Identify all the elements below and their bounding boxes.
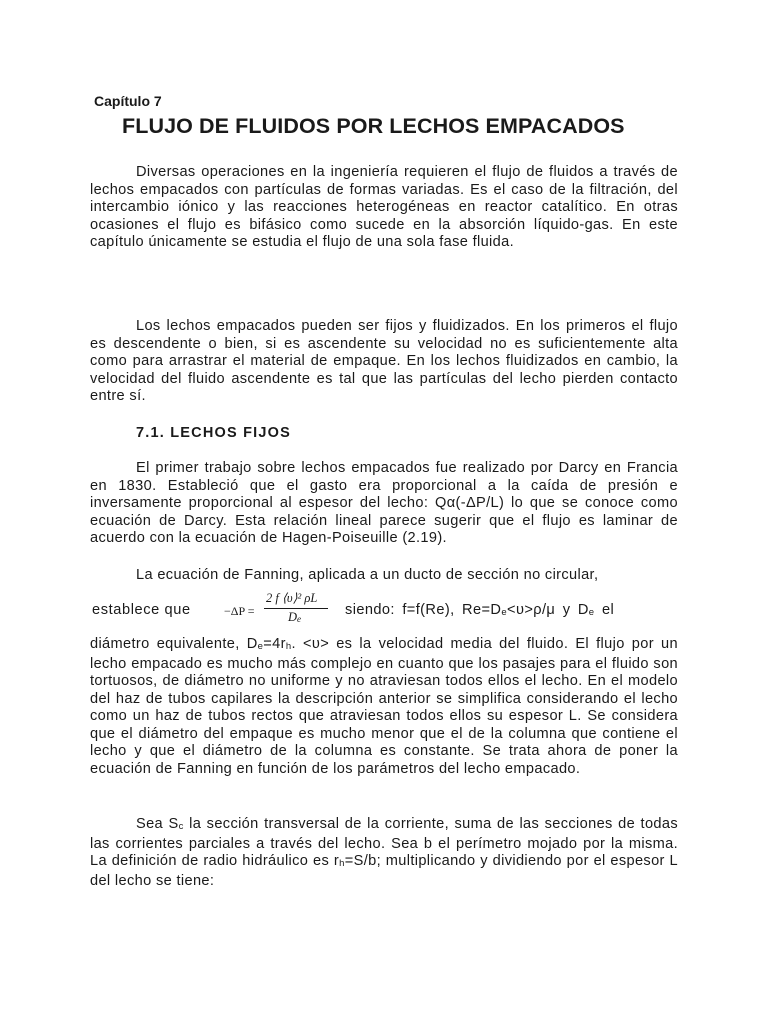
section-heading: 7.1. LECHOS FIJOS (136, 425, 291, 441)
formula-denominator-d: D (288, 610, 298, 624)
equation-trailing-text (345, 602, 614, 618)
paragraph-fanning-intro (90, 567, 678, 585)
paragraph-packed-beds (90, 318, 678, 406)
fanning-formula (224, 590, 336, 630)
eq-trail-sub2: e (588, 607, 595, 618)
paragraph-hydraulic-radius (90, 816, 678, 890)
fanning-body-b: =4r (263, 636, 286, 652)
paragraph-intro-text: Diversas operaciones en la ingeniería requieren el flujo de fluidos a través de lechos empacados con partículas de formas variadas. Es el caso de la filtración, del intercambio iónico y las reacciones heterogéneas en reactor catalítico. En otras ocasiones el flujo es bifásico como sucede en la absorción líquido-gas. En este capítulo únicamente se estudia el flujo de una sola fase fluida. (90, 164, 678, 250)
equation-lead-text: establece que (92, 602, 191, 618)
fanning-body-c: . <υ> es la velocidad media del fluido. El flujo por un lecho empacado es mucho más complejo en cuanto que los pasajes para el fluido son tortuosos, de diámetro no uniforme y no atraviesan todos ellos el lecho. En el modelo del haz de tubos capilares la descripción anterior se simplifica considerando el lecho como un haz de tubos rectos que atraviesan todos ellos su espesor L. Se considera que el diámetro del empaque es mucho menor que el de la columna que contiene el lecho y que el diámetro de la columna es constante. Se trata ahora de poner la ecuación de Fanning en función de los parámetros del lecho empacado. (90, 636, 678, 777)
paragraph-darcy-text: El primer trabajo sobre lechos empacados fue realizado por Darcy en Francia en 1830. Estableció que el gasto era proporcional a la caída de presión e inversamente proporcional al espesor del lecho: Qα(-ΔP/L) lo que se conoce como ecuación de Darcy. Esta relación lineal parece sugerir que el flujo es laminar de acuerdo con la ecuación de Hagen-Poiseuille (2.19). (90, 460, 678, 546)
hydraulic-c: =S/b; multiplicando y dividiendo por el espesor L del lecho se tiene: (90, 853, 678, 889)
paragraph-darcy (90, 460, 678, 548)
hydraulic-sub-h: h (339, 858, 345, 869)
fraction-bar (264, 608, 328, 609)
formula-numerator: 2 f ⟨υ⟩² ρL (266, 591, 318, 605)
hydraulic-sub-c: c (178, 821, 184, 832)
formula-lhs: −ΔP = (224, 604, 255, 618)
equation-line (90, 590, 678, 630)
fanning-body-sub-h: h (285, 641, 292, 652)
paragraph-hydraulic-radius-text (90, 816, 678, 890)
eq-trail-b: <υ>ρ/μ y D (507, 602, 589, 618)
paragraph-packed-beds-text: Los lechos empacados pueden ser fijos y fluidizados. En los primeros el flujo es descendente o bien, si es ascendente su velocidad no es suficientemente alta como para arrastrar el material de empaque. En los lechos fluidizados en cambio, la velocidad del fluido ascendente es tal que las partículas del lecho pierden contacto entre sí. (90, 318, 678, 404)
hydraulic-b: la sección transversal de la corriente, suma de las secciones de todas las corrientes parciales a través del lecho. Sea b el perímetro mojado por la misma. La definición de radio hidráulico es r (90, 816, 678, 869)
paragraph-intro (90, 164, 678, 252)
fanning-body-a: diámetro equivalente, D (90, 636, 258, 652)
fanning-body-sub-e: e (257, 641, 264, 652)
paragraph-fanning-line1: La ecuación de Fanning, aplicada a un ducto de sección no circular, (136, 567, 599, 583)
eq-trail-a: siendo: f=f(Re), Re=D (345, 602, 502, 618)
formula-denominator (288, 610, 301, 625)
paragraph-fanning-body-text (90, 636, 678, 778)
eq-trail-sub1: e (501, 607, 508, 618)
formula-denominator-sub: e (297, 614, 302, 624)
chapter-title: FLUJO DE FLUIDOS POR LECHOS EMPACADOS (122, 114, 625, 138)
eq-trail-c: el (594, 602, 615, 618)
hydraulic-a: Sea S (136, 816, 179, 832)
chapter-label: Capítulo 7 (94, 93, 162, 109)
paragraph-fanning-body (90, 636, 678, 778)
